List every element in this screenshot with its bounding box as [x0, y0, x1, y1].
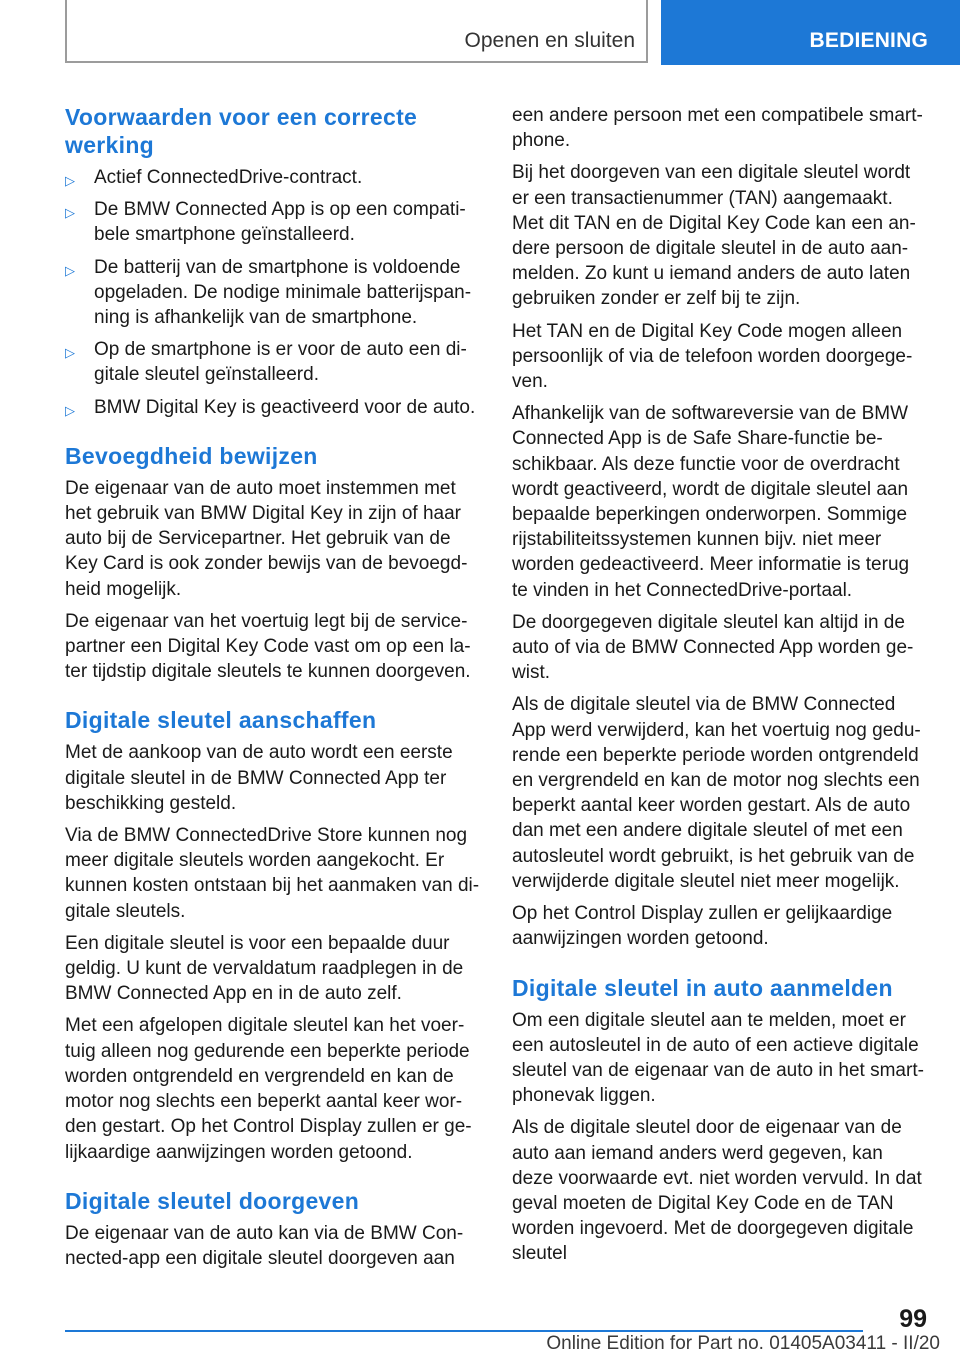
heading-register: Digitale sleutel in auto aanmelden: [512, 974, 893, 1001]
paragraph: Als de digitale sleutel via de BMW Connected App werd verwijderd, kan het voertuig nog gedurende een beperkte periode worden ontgrendeld en vergrendeld en kan de motor nog slechts een beperkt aantal keer worden gestart. Als de auto dan met een andere digitale sleutel of met een autosleutel wordt gebruikt, is het gebruik van de verwijderde digitale sleutel niet meer mogelijk.: [512, 694, 921, 892]
heading-acquire: Digitale sleutel aanschaffen: [65, 707, 377, 734]
paragraph: De eigenaar van de auto moet instemmen met het gebruik van BMW Digital Key in zijn of haar auto bij de Servicepartner. Het gebruik van de Key Card is ook zonder bewijs van de bevoegdheid mogelijk.: [65, 477, 468, 600]
left-column: [65, 103, 481, 1278]
list-item: ▷ De batterij van de smartphone is voldoende opgeladen. De nodige minimale batterijspanning is afhankelijk van de smartphone.: [65, 256, 472, 329]
paragraph: De doorgegeven digitale sleutel kan altijd in de auto of via de BMW Connected App worden gewist.: [512, 611, 914, 684]
chapter-tab: [661, 0, 960, 65]
edition-footer: Online Edition for Part no. 01405A03411 - II/20: [546, 1333, 940, 1354]
paragraph: De eigenaar van de auto kan via de BMW Connected-app een digitale sleutel doorgeven aan: [65, 1222, 464, 1269]
section-title: Openen en sluiten: [464, 29, 635, 52]
triangle-bullet-icon: ▷: [65, 205, 75, 221]
list-item: ▷ Actief ConnectedDrive-contract.: [65, 165, 481, 190]
right-column: [512, 103, 928, 1274]
paragraph: Om een digitale sleutel aan te melden, moet er een autosleutel in de auto of een actieve digitale sleutel van de eigenaar van de auto in het smartphonevak liggen.: [512, 1009, 924, 1107]
triangle-bullet-icon: ▷: [65, 262, 75, 278]
chapter-tab-label: BEDIENING: [809, 29, 928, 52]
paragraph: Als de digitale sleutel door de eigenaar van de auto aan iemand anders werd gegeven, kan deze voorwaarde evt. niet worden vervuld. In dat geval moeten de Digital Key Code en de TAN worden ingevoerd. Met de doorgegeven digitale sleutel: [512, 1117, 922, 1265]
paragraph: De eigenaar van het voertuig legt bij de servicepartner een Digital Key Code vast om op een later tijdstip digitale sleutels te kunnen doorgeven.: [65, 610, 471, 683]
paragraph: Het TAN en de Digital Key Code mogen alleen persoonlijk of via de telefoon worden doorgegeven.: [512, 320, 913, 393]
footer-divider: [65, 1330, 863, 1332]
triangle-bullet-icon: ▷: [65, 402, 75, 418]
paragraph: Een digitale sleutel is voor een bepaalde duur geldig. U kunt de vervaldatum raadplegen in de BMW Connected App en in de auto zelf.: [65, 932, 464, 1005]
paragraph: Bij het doorgeven van een digitale sleutel wordt er een transactienummer (TAN) aangemaakt. Met dit TAN en de Digital Key Code kan een andere persoon de digitale sleutel in de auto aanmelden. Zo kunt u iemand anders de auto laten gebruiken zonder er zelf bij te zijn.: [512, 162, 916, 310]
paragraph: Met de aankoop van de auto wordt een eerste digitale sleutel in de BMW Connected App ter beschikking gesteld.: [65, 742, 453, 814]
triangle-bullet-icon: ▷: [65, 173, 75, 188]
triangle-bullet-icon: ▷: [65, 345, 75, 361]
paragraph: een andere persoon met een compatibele smartphone.: [512, 105, 923, 152]
heading-share: Digitale sleutel doorgeven: [65, 1187, 360, 1214]
paragraph: Op het Control Display zullen er gelijkaardige aanwijzingen worden getoond.: [512, 903, 893, 950]
list-item: ▷ Op de smartphone is er voor de auto een digitale sleutel geïnstalleerd.: [65, 339, 467, 386]
conditions-list: [65, 165, 481, 420]
paragraph: Via de BMW ConnectedDrive Store kunnen nog meer digitale sleutels worden aangekocht. Er kunnen kosten ontstaan bij het aanmaken van digitale sleutels.: [65, 825, 480, 922]
heading-conditions: Voorwaarden voor een correcte werking: [65, 104, 418, 158]
list-item: ▷ De BMW Connected App is op een compatibele smartphone geïnstalleerd.: [65, 199, 466, 246]
paragraph: Met een afgelopen digitale sleutel kan het voertuig alleen nog gedurende een beperkte periode worden ontgrendeld en vergrendeld en kan de motor nog slechts een beperkt aantal keer worden gestart. Op het Control Display zullen er gelijkaardige aanwijzingen worden getoond.: [65, 1015, 472, 1163]
paragraph: Afhankelijk van de softwareversie van de BMW Connected App is de Safe Share-functie beschikbaar. Als deze functie voor de overdracht wordt geactiveerd, wordt de digitale sleutel aan bepaalde beperkingen onderworpen. Sommige rijstabiliteitssystemen kunnen bijv. niet meer worden gedeactiveerd. Meer informatie is terug te vinden in het ConnectedDrive-portaal.: [512, 403, 910, 601]
heading-authority: Bevoegdheid bewijzen: [65, 442, 318, 469]
page-number: 99: [899, 1305, 927, 1333]
list-item: ▷ BMW Digital Key is geactiveerd voor de auto.: [65, 395, 481, 420]
